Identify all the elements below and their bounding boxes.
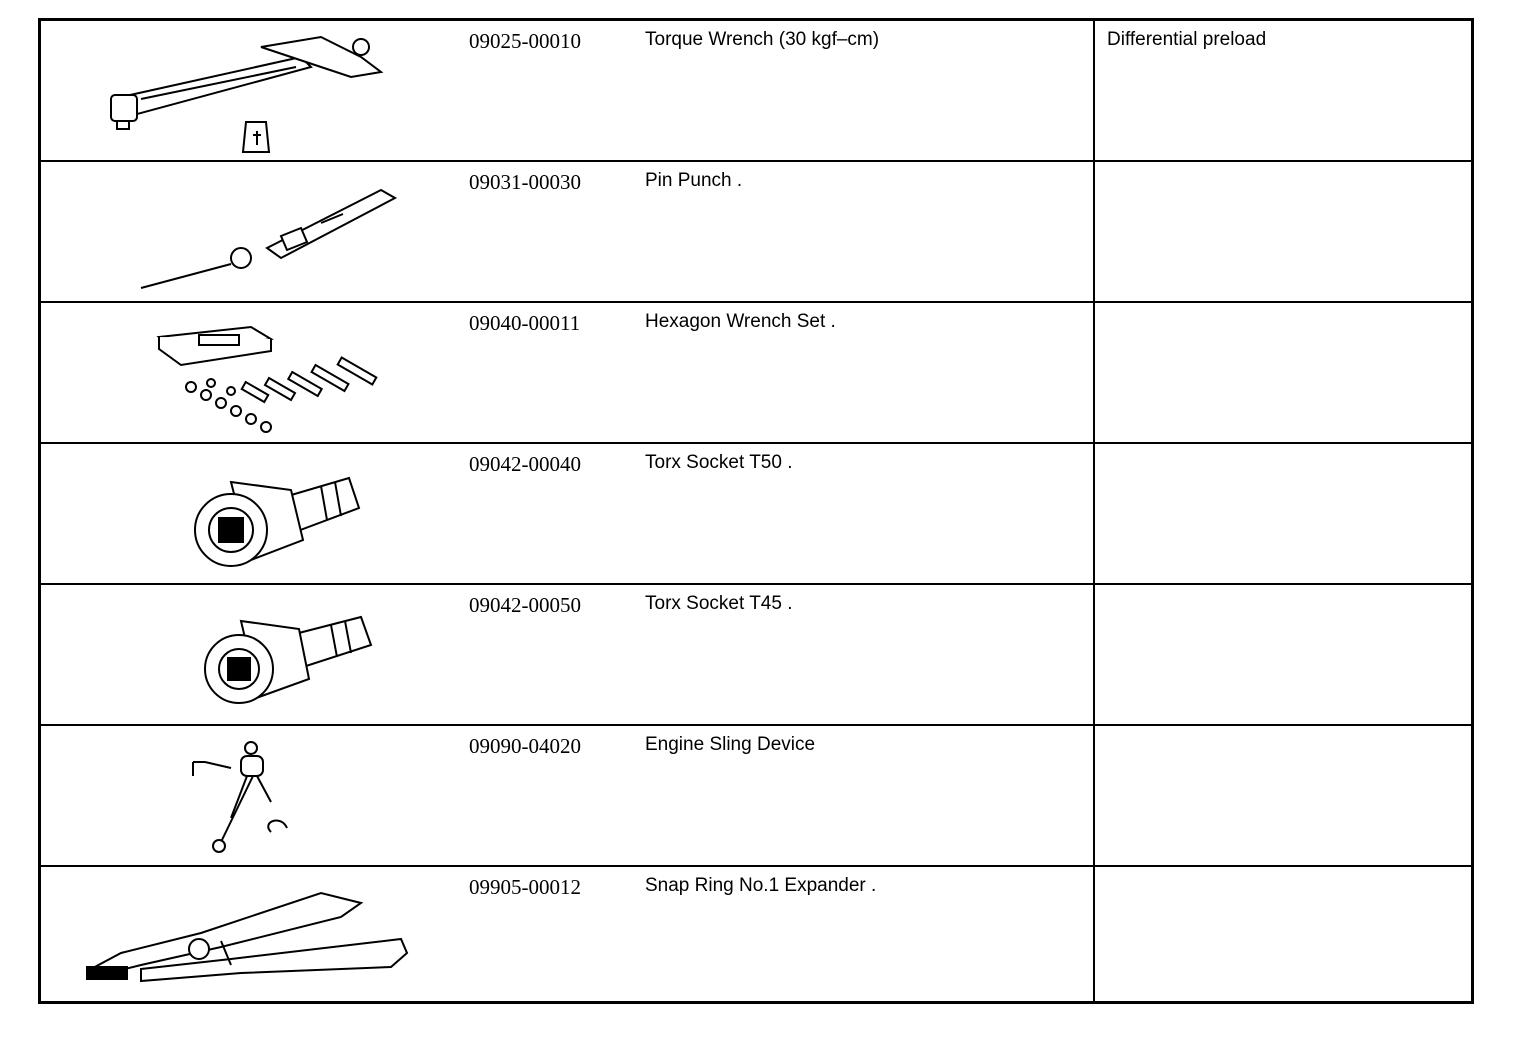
torx-socket-icon [81,450,421,578]
part-number: 09031-00030 [469,170,581,194]
torx-socket-icon [81,591,421,719]
tool-description: Pin Punch . [645,170,743,191]
special-tools-table [38,18,1474,1004]
table-row [41,726,1471,867]
hexagon-wrench-set-icon [81,309,421,437]
tool-description: Torx Socket T45 . [645,593,793,614]
tool-description: Torx Socket T50 . [645,452,793,473]
table-row [41,444,1471,585]
part-number: 09042-00040 [469,452,581,476]
part-number: 09090-04020 [469,734,581,758]
torque-wrench-icon [81,27,421,155]
part-number: 09025-00010 [469,29,581,53]
tool-description: Hexagon Wrench Set . [645,311,836,332]
table-row [41,585,1471,726]
part-number: 09042-00050 [469,593,581,617]
table-row [41,21,1471,162]
pin-punch-icon [81,168,421,296]
tool-remark: Differential preload [1107,29,1267,50]
tool-description: Engine Sling Device [645,734,816,755]
part-number: 09905-00012 [469,875,581,899]
snap-ring-expander-icon [81,873,421,1001]
table-row [41,162,1471,303]
engine-sling-device-icon [81,732,421,860]
part-number: 09040-00011 [469,311,581,335]
tool-description: Torque Wrench (30 kgf–cm) [645,29,880,50]
table-row [41,303,1471,444]
tool-description: Snap Ring No.1 Expander . [645,875,877,896]
table-row [41,867,1471,1008]
